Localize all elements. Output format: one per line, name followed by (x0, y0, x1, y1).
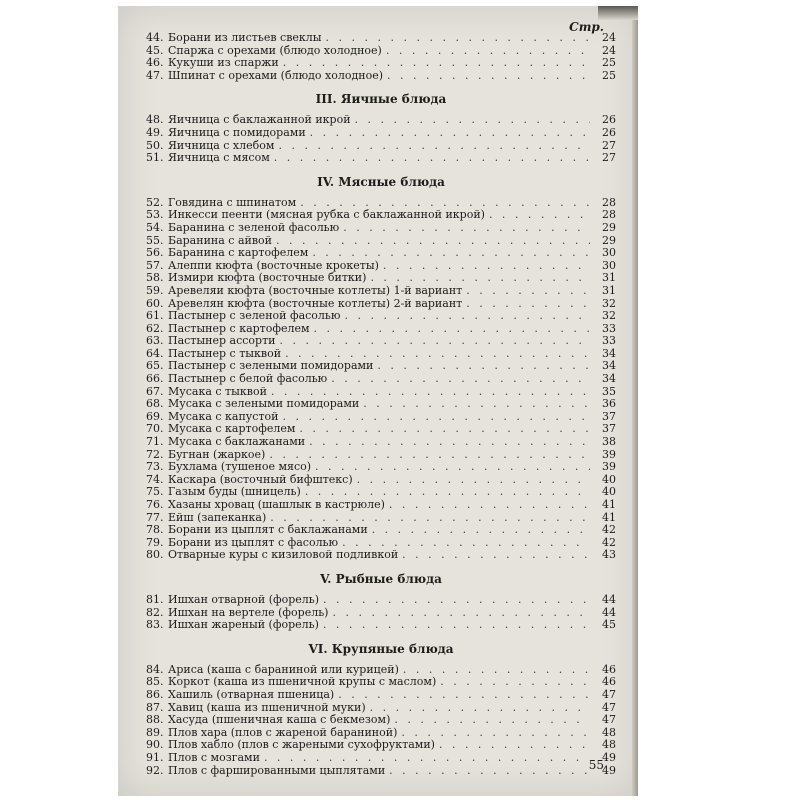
dot-leader (323, 594, 590, 607)
entry-title: Говядина с шпинатом (168, 195, 297, 209)
toc-entry (146, 247, 616, 260)
entry-number: 91. (146, 750, 164, 764)
entry-page: 46 (602, 662, 616, 676)
entry-number: 74. (146, 472, 164, 486)
entry-page: 44 (602, 605, 616, 619)
entry-number: 77. (146, 510, 164, 524)
page-corner-shadow (598, 6, 638, 20)
entry-title: Пастынер с зелеными помидорами (168, 359, 374, 373)
entry-title: Коркот (каша из пшеничной крупы с маслом) (168, 675, 437, 689)
page-edge (632, 6, 638, 796)
entry-number: 67. (146, 384, 164, 398)
entry-page: 42 (602, 535, 616, 549)
entry-number: 55. (146, 233, 164, 247)
entry-title: Пастынер ассорти (168, 334, 276, 348)
entry-page: 25 (602, 56, 616, 70)
toc-entry (146, 499, 616, 512)
entry-number: 49. (146, 125, 164, 139)
entry-title: Пастынер с тыквой (168, 346, 282, 360)
entry-number: 84. (146, 662, 164, 676)
entry-number: 69. (146, 409, 164, 423)
entry-number: 63. (146, 334, 164, 348)
entry-title: Аревеляи кюфта (восточные котлеты) 1-й вариант (168, 283, 463, 297)
dot-leader (402, 549, 590, 562)
toc-entry (146, 619, 616, 632)
entry-number: 59. (146, 283, 164, 297)
toc-entry (146, 152, 616, 165)
entry-number: 58. (146, 271, 164, 285)
dot-leader (377, 360, 590, 373)
entry-number: 46. (146, 56, 164, 70)
entry-number: 78. (146, 523, 164, 537)
entry-title: Мусака с баклажанами (168, 435, 306, 449)
entry-page: 33 (602, 334, 616, 348)
dot-leader (274, 152, 590, 165)
entry-title: Яичница с мясом (168, 151, 270, 165)
dot-leader (466, 298, 590, 311)
entry-page: 45 (602, 618, 616, 632)
entry-title: Ариса (каша с бараниной или курицей) (168, 662, 399, 676)
entry-title: Спаржа с орехами (блюдо холодное) (168, 43, 382, 57)
section-title: IV. Мясные блюда (317, 174, 445, 189)
dot-leader (276, 235, 590, 248)
entry-title: Каскара (восточный бифштекс) (168, 472, 353, 486)
dot-leader (343, 222, 590, 235)
dot-leader (370, 702, 590, 715)
toc-entry (146, 285, 616, 298)
entry-title: Баранина с картофелем (168, 246, 309, 260)
entry-number: 64. (146, 346, 164, 360)
dot-leader (331, 373, 590, 386)
dot-leader (386, 45, 590, 58)
toc-entry (146, 549, 616, 562)
entry-page: 34 (602, 372, 616, 386)
page-column-header: Стр. (569, 20, 604, 34)
dot-leader (394, 714, 590, 727)
entry-title: Мусака с капустой (168, 409, 279, 423)
dot-leader (389, 499, 590, 512)
entry-number: 51. (146, 151, 164, 165)
entry-number: 80. (146, 548, 164, 562)
entry-title: Яичница с баклажанной икрой (168, 113, 351, 127)
entry-number: 88. (146, 713, 164, 727)
entry-number: 60. (146, 296, 164, 310)
entry-title: Ишхан отварной (форель) (168, 592, 320, 606)
dot-leader (355, 114, 590, 127)
dot-leader (278, 140, 590, 153)
entry-page: 47 (602, 700, 616, 714)
toc-entry (146, 127, 616, 140)
entry-number: 62. (146, 321, 164, 335)
entry-number: 79. (146, 535, 164, 549)
entry-title: Ейш (запеканка) (168, 510, 267, 524)
dot-leader (332, 607, 590, 620)
entry-page: 36 (602, 397, 616, 411)
toc-entry (146, 32, 616, 45)
dot-leader (280, 335, 591, 348)
dot-leader (363, 398, 590, 411)
dot-leader (315, 461, 590, 474)
entry-title: Шпинат с орехами (блюдо холодное) (168, 68, 383, 82)
dot-leader (282, 411, 590, 424)
entry-title: Борани из цыплят с фасолью (168, 535, 339, 549)
entry-title: Аревелян кюфта (восточные котлеты) 2-й вариант (168, 296, 463, 310)
entry-title: Алеппи кюфта (восточные крокеты) (168, 258, 379, 272)
entry-page: 40 (602, 485, 616, 499)
toc-entry (146, 461, 616, 474)
section-title: VI. Крупяные блюда (308, 641, 454, 656)
entry-page: 27 (602, 138, 616, 152)
entry-title: Ишхан на вертеле (форель) (168, 605, 329, 619)
entry-number: 71. (146, 435, 164, 449)
toc-entry (146, 689, 616, 702)
entry-number: 82. (146, 605, 164, 619)
entry-number: 85. (146, 675, 164, 689)
entry-page: 41 (602, 510, 616, 524)
entry-number: 70. (146, 422, 164, 436)
entry-number: 81. (146, 592, 164, 606)
entry-title: Бугнан (жаркое) (168, 447, 266, 461)
dot-leader (264, 752, 590, 765)
entry-title: Бухлама (тушеное мясо) (168, 460, 312, 474)
entry-page: 49 (602, 750, 616, 764)
entry-page: 31 (602, 271, 616, 285)
entry-title: Плов хара (плов с жареной бараниной) (168, 725, 398, 739)
entry-number: 48. (146, 113, 164, 127)
entry-number: 54. (146, 220, 164, 234)
entry-page: 30 (602, 246, 616, 260)
entry-page: 40 (602, 472, 616, 486)
entry-title: Яичница с помидорами (168, 125, 306, 139)
entry-page: 34 (602, 346, 616, 360)
entry-number: 73. (146, 460, 164, 474)
entry-title: Плов с фаршированными цыплятами (168, 763, 386, 777)
entry-page: 34 (602, 359, 616, 373)
dot-leader (326, 32, 590, 45)
entry-page: 26 (602, 113, 616, 127)
dot-leader (439, 739, 590, 752)
entry-title: Мусака с тыквой (168, 384, 267, 398)
entry-number: 50. (146, 138, 164, 152)
dot-leader (314, 323, 590, 336)
entry-number: 61. (146, 309, 164, 323)
entry-number: 65. (146, 359, 164, 373)
toc-entry (146, 398, 616, 411)
entry-title: Ишхан жареный (форель) (168, 618, 319, 632)
entry-page: 24 (602, 31, 616, 44)
entry-page: 28 (602, 208, 616, 222)
dot-leader (312, 247, 590, 260)
entry-title: Отварные куры с кизиловой подливкой (168, 548, 399, 562)
entry-number: 86. (146, 687, 164, 701)
entry-number: 92. (146, 763, 164, 777)
toc-entry (146, 310, 616, 323)
entry-page: 32 (602, 309, 616, 323)
entry-page: 47 (602, 713, 616, 727)
entry-title: Яичница с хлебом (168, 138, 275, 152)
dot-leader (466, 285, 590, 298)
entry-page: 43 (602, 548, 616, 562)
toc-entry (146, 335, 616, 348)
entry-title: Борани из листьев свеклы (168, 31, 322, 44)
entry-title: Хазаны хровац (шашлык в кастрюле) (168, 498, 385, 511)
entry-page: 35 (602, 384, 616, 398)
entry-page: 29 (602, 220, 616, 234)
entry-page: 26 (602, 125, 616, 139)
entry-number: 89. (146, 725, 164, 739)
entry-page: 47 (602, 687, 616, 701)
entry-page: 30 (602, 258, 616, 272)
entry-title: Баранина с айвой (168, 233, 272, 247)
entry-title: Мусака с картофелем (168, 422, 296, 436)
page-number: 55 (588, 758, 604, 772)
entry-page: 48 (602, 725, 616, 739)
toc-entry (146, 57, 616, 70)
dot-leader (383, 260, 590, 273)
entry-page: 31 (602, 283, 616, 297)
entry-title: Хашиль (отварная пшеница) (168, 687, 335, 701)
entry-page: 41 (602, 498, 616, 511)
entry-title: Мусака с зелеными помидорами (168, 397, 360, 411)
entry-page: 42 (602, 523, 616, 537)
entry-title: Плов хабло (плов с жареными сухофруктами) (168, 738, 435, 752)
entry-title: Хасуда (пшеничная каша с бекмезом) (168, 713, 391, 727)
entry-page: 29 (602, 233, 616, 247)
dot-leader (269, 449, 590, 462)
entry-number: 72. (146, 447, 164, 461)
entry-title: Плов с мозгами (168, 750, 260, 764)
toc-entry (146, 752, 616, 765)
entry-number: 56. (146, 246, 164, 260)
entry-number: 53. (146, 208, 164, 222)
dot-leader (299, 423, 590, 436)
toc-entry (146, 222, 616, 235)
dot-leader (489, 209, 590, 222)
entry-number: 45. (146, 43, 164, 57)
entry-page: 46 (602, 675, 616, 689)
entry-title: Хавиц (каша из пшеничной муки) (168, 700, 366, 714)
toc-entry (146, 524, 616, 537)
dot-leader (372, 524, 590, 537)
entry-title: Борани из цыплят с баклажанами (168, 523, 368, 537)
table-of-contents (146, 32, 616, 777)
entry-title: Пастынер с зеленой фасолью (168, 309, 341, 323)
toc-entry (146, 594, 616, 607)
dot-leader (357, 474, 590, 487)
entry-number: 44. (146, 31, 164, 44)
entry-number: 47. (146, 68, 164, 82)
dot-leader (323, 619, 590, 632)
toc-entry (146, 373, 616, 386)
entry-page: 27 (602, 151, 616, 165)
entry-number: 68. (146, 397, 164, 411)
entry-page: 33 (602, 321, 616, 335)
entry-title: Пастынер с белой фасолью (168, 372, 328, 386)
entry-title: Кукуши из спаржи (168, 56, 279, 70)
toc-entry (146, 436, 616, 449)
toc-entry (146, 70, 616, 83)
section-title: V. Рыбные блюда (320, 571, 442, 586)
entry-title: Измири кюфта (восточные битки) (168, 271, 367, 285)
dot-leader (310, 127, 590, 140)
entry-page: 44 (602, 592, 616, 606)
entry-page: 39 (602, 447, 616, 461)
section-title: III. Яичные блюда (315, 92, 447, 107)
dot-leader (283, 57, 590, 70)
entry-page: 37 (602, 409, 616, 423)
entry-page: 28 (602, 195, 616, 209)
entry-title: Пастынер с картофелем (168, 321, 310, 335)
entry-number: 87. (146, 700, 164, 714)
dot-leader (387, 70, 590, 83)
entry-page: 48 (602, 738, 616, 752)
entry-number: 90. (146, 738, 164, 752)
dot-leader (338, 689, 590, 702)
entry-number: 52. (146, 195, 164, 209)
book-page (118, 6, 638, 796)
entry-number: 76. (146, 498, 164, 511)
entry-page: 37 (602, 422, 616, 436)
entry-title: Газым буды (шницель) (168, 485, 301, 499)
toc-entry (146, 714, 616, 727)
entry-number: 83. (146, 618, 164, 632)
entry-page: 49 (602, 763, 616, 777)
entry-page: 32 (602, 296, 616, 310)
entry-page: 24 (602, 43, 616, 57)
entry-number: 75. (146, 485, 164, 499)
entry-title: Инкесси пеенти (мясная рубка с баклажанной икрой) (168, 208, 485, 222)
entry-page: 38 (602, 435, 616, 449)
entry-page: 25 (602, 68, 616, 82)
entry-page: 39 (602, 460, 616, 474)
entry-title: Баранина с зеленой фасолью (168, 220, 340, 234)
entry-number: 66. (146, 372, 164, 386)
dot-leader (344, 310, 590, 323)
dot-leader (389, 765, 590, 778)
dot-leader (309, 436, 590, 449)
dot-leader (440, 676, 590, 689)
toc-entry (146, 765, 616, 778)
entry-number: 57. (146, 258, 164, 272)
